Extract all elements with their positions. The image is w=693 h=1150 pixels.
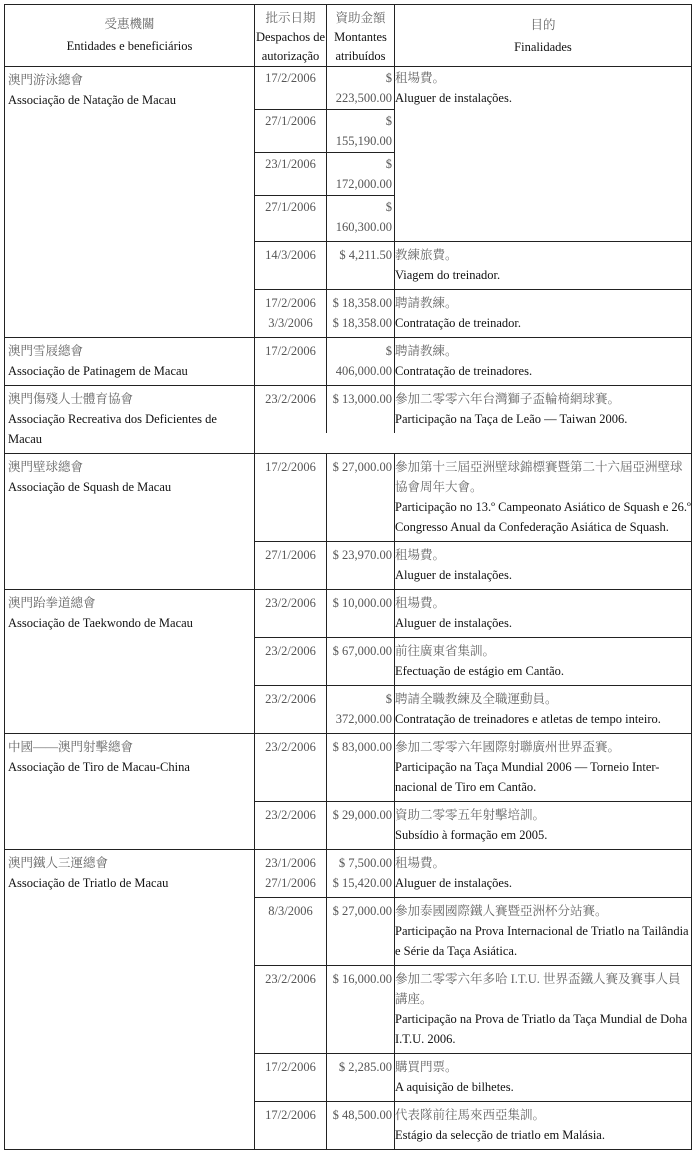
grant-entry bbox=[255, 338, 691, 385]
header-dates-zh: 批示日期 bbox=[265, 11, 316, 25]
authorization-date: 17/2/2006 bbox=[255, 290, 327, 313]
purpose-zh: 參加二零零六年多哈 I.T.U. 世界盃鐵人賽及賽事人員講座。 bbox=[395, 972, 681, 1006]
beneficiary-group bbox=[5, 338, 691, 386]
purpose-zh: 租場費。 bbox=[395, 856, 446, 870]
grant-purpose bbox=[395, 638, 691, 685]
header-entities-zh: 受惠機關 bbox=[104, 17, 155, 31]
beneficiary-group bbox=[5, 67, 691, 338]
grant-dates-amounts bbox=[255, 242, 395, 289]
beneficiary-cell bbox=[5, 454, 255, 589]
grant-entries bbox=[255, 590, 691, 733]
header-dates-pt1: Despachos de bbox=[255, 30, 326, 44]
date-amount-pair bbox=[255, 638, 395, 685]
grant-amount: $ 27,000.00 bbox=[327, 898, 395, 965]
date-amount-pair bbox=[255, 802, 395, 849]
grant-amount: $ 160,300.00 bbox=[327, 196, 395, 241]
header-amounts bbox=[327, 5, 395, 66]
header-purpose bbox=[395, 5, 691, 66]
beneficiary-group bbox=[5, 590, 691, 734]
purpose-pt: Efectuação de estágio em Cantão. bbox=[395, 664, 565, 678]
grant-purpose bbox=[395, 734, 691, 801]
purpose-zh: 租場費。 bbox=[395, 548, 446, 562]
purpose-zh: 代表隊前往馬來西亞集訓。 bbox=[395, 1108, 546, 1122]
authorization-date: 23/2/2006 bbox=[255, 966, 327, 1053]
grant-purpose bbox=[395, 850, 691, 897]
grant-amount: $ 155,190.00 bbox=[327, 110, 395, 152]
beneficiary-cell bbox=[5, 734, 255, 849]
purpose-pt: Participação na Prova de Triatlo da Taça Mundial de Doha I.T.U. 2006. bbox=[395, 1012, 688, 1046]
header-amounts-zh: 資助金額 bbox=[335, 11, 386, 25]
date-amount-pair bbox=[255, 196, 395, 241]
grant-purpose bbox=[395, 802, 691, 849]
date-amount-pair bbox=[255, 686, 395, 733]
grant-entry bbox=[255, 454, 691, 542]
date-amount-pair bbox=[255, 966, 395, 1053]
grant-entry bbox=[255, 590, 691, 638]
grant-amount: $ 406,000.00 bbox=[327, 338, 395, 385]
purpose-zh: 租場費。 bbox=[395, 596, 446, 610]
date-amount-pair bbox=[255, 386, 395, 433]
beneficiary-name-zh: 澳門傷殘人士體育協會 bbox=[8, 392, 134, 406]
grant-entry bbox=[255, 638, 691, 686]
grant-purpose bbox=[395, 338, 691, 385]
authorization-date: 14/3/2006 bbox=[255, 242, 327, 289]
purpose-pt: Participação na Taça Mundial 2006 — Torneio Inter-nacional de Tiro em Cantão. bbox=[395, 760, 660, 794]
authorization-date: 8/3/2006 bbox=[255, 898, 327, 965]
grant-dates-amounts bbox=[255, 850, 395, 897]
grant-dates-amounts bbox=[255, 338, 395, 385]
grant-amount: $ 27,000.00 bbox=[327, 454, 395, 541]
purpose-pt: Viagem do treinador. bbox=[395, 268, 501, 282]
beneficiary-name-zh: 澳門游泳總會 bbox=[8, 73, 84, 87]
grant-amount: $ 48,500.00 bbox=[327, 1102, 395, 1149]
authorization-date: 17/2/2006 bbox=[255, 338, 327, 385]
grant-amount: $ 15,420.00 bbox=[327, 873, 395, 897]
grant-entry bbox=[255, 67, 691, 242]
authorization-date: 23/2/2006 bbox=[255, 590, 327, 637]
grant-purpose bbox=[395, 386, 691, 433]
beneficiary-name-zh: 澳門鐵人三運總會 bbox=[8, 856, 109, 870]
date-amount-pair bbox=[255, 454, 395, 541]
beneficiary-name-pt: Associação de Natação de Macau bbox=[8, 93, 176, 107]
grant-entry bbox=[255, 242, 691, 290]
purpose-zh: 參加二零零六年台灣獅子盃輪椅網球賽。 bbox=[395, 392, 621, 406]
date-amount-pair bbox=[255, 1054, 395, 1101]
purpose-pt: Contratação de treinadores e atletas de tempo inteiro. bbox=[395, 712, 661, 726]
grant-entry bbox=[255, 386, 691, 433]
grant-purpose bbox=[395, 1054, 691, 1101]
beneficiary-name-pt: Associação de Triatlo de Macau bbox=[8, 876, 169, 890]
grant-dates-amounts bbox=[255, 290, 395, 337]
grant-entries bbox=[255, 734, 691, 849]
grant-purpose bbox=[395, 242, 691, 289]
grant-dates-amounts bbox=[255, 1102, 395, 1149]
grant-entry bbox=[255, 1054, 691, 1102]
grant-entry bbox=[255, 1102, 691, 1149]
grant-amount: $ 372,000.00 bbox=[327, 686, 395, 733]
table-body bbox=[5, 67, 691, 1150]
purpose-pt: A aquisição de bilhetes. bbox=[395, 1080, 514, 1094]
authorization-date: 27/1/2006 bbox=[255, 542, 327, 589]
beneficiary-name-pt: Associação de Taekwondo de Macau bbox=[8, 616, 193, 630]
beneficiary-name-zh: 中國——澳門射擊總會 bbox=[8, 740, 134, 754]
grant-entries bbox=[255, 386, 691, 453]
grant-purpose bbox=[395, 898, 691, 965]
beneficiary-group bbox=[5, 386, 691, 454]
grant-entry bbox=[255, 542, 691, 589]
grant-amount: $ 23,970.00 bbox=[327, 542, 395, 589]
purpose-zh: 聘請教練。 bbox=[395, 344, 458, 358]
authorization-date: 23/2/2006 bbox=[255, 386, 327, 433]
date-amount-pair bbox=[255, 734, 395, 801]
purpose-pt: Contratação de treinadores. bbox=[395, 364, 533, 378]
purpose-pt: Estágio da selecção de triatlo em Malásia. bbox=[395, 1128, 605, 1142]
subsidy-table bbox=[4, 4, 692, 1150]
grant-dates-amounts bbox=[255, 638, 395, 685]
authorization-date: 17/2/2006 bbox=[255, 1102, 327, 1149]
authorization-date: 27/1/2006 bbox=[255, 110, 327, 152]
beneficiary-name-pt: Associação de Patinagem de Macau bbox=[8, 364, 188, 378]
beneficiary-cell bbox=[5, 386, 255, 453]
grant-dates-amounts bbox=[255, 966, 395, 1053]
purpose-pt: Participação na Prova Internacional de Triatlo na Tailândia e Série da Taça Asiática. bbox=[395, 924, 689, 958]
grant-dates-amounts bbox=[255, 898, 395, 965]
grant-entry bbox=[255, 898, 691, 966]
authorization-date: 23/2/2006 bbox=[255, 734, 327, 801]
date-amount-pair bbox=[255, 338, 395, 385]
header-dates bbox=[255, 5, 327, 66]
grant-entry bbox=[255, 290, 691, 337]
grant-dates-amounts bbox=[255, 542, 395, 589]
beneficiary-name-pt: Associação de Squash de Macau bbox=[8, 480, 172, 494]
grant-dates-amounts bbox=[255, 386, 395, 433]
grant-dates-amounts bbox=[255, 1054, 395, 1101]
beneficiary-group bbox=[5, 734, 691, 850]
date-amount-pair bbox=[255, 1102, 395, 1149]
purpose-zh: 租場費。 bbox=[395, 71, 446, 85]
purpose-zh: 教練旅費。 bbox=[395, 248, 458, 262]
authorization-date: 3/3/2006 bbox=[255, 313, 327, 337]
date-amount-pair bbox=[255, 850, 395, 873]
authorization-date: 17/2/2006 bbox=[255, 67, 327, 109]
grant-amount: $ 83,000.00 bbox=[327, 734, 395, 801]
date-amount-pair bbox=[255, 153, 395, 196]
beneficiary-cell bbox=[5, 338, 255, 385]
purpose-zh: 聘請教練。 bbox=[395, 296, 458, 310]
grant-amount: $ 10,000.00 bbox=[327, 590, 395, 637]
beneficiary-cell bbox=[5, 590, 255, 733]
date-amount-pair bbox=[255, 898, 395, 965]
authorization-date: 23/2/2006 bbox=[255, 802, 327, 849]
grant-dates-amounts bbox=[255, 802, 395, 849]
purpose-pt: Aluguer de instalações. bbox=[395, 91, 512, 105]
grant-entries bbox=[255, 338, 691, 385]
beneficiary-name-zh: 澳門跆拳道總會 bbox=[8, 596, 96, 610]
grant-purpose bbox=[395, 590, 691, 637]
grant-dates-amounts bbox=[255, 590, 395, 637]
date-amount-pair bbox=[255, 313, 395, 337]
grant-dates-amounts bbox=[255, 454, 395, 541]
grant-dates-amounts bbox=[255, 686, 395, 733]
purpose-pt: Participação no 13.º Campeonato Asiático de Squash e 26.º Congresso Anual da Confederação Asiática de Squash. bbox=[395, 500, 691, 534]
header-dates-pt2: autorização bbox=[261, 49, 320, 63]
purpose-pt: Subsídio à formação em 2005. bbox=[395, 828, 548, 842]
grant-amount: $ 16,000.00 bbox=[327, 966, 395, 1053]
date-amount-pair bbox=[255, 290, 395, 313]
date-amount-pair bbox=[255, 110, 395, 153]
date-amount-pair bbox=[255, 873, 395, 897]
purpose-pt: Contratação de treinador. bbox=[395, 316, 521, 330]
purpose-pt: Aluguer de instalações. bbox=[395, 876, 512, 890]
grant-amount: $ 18,358.00 bbox=[327, 313, 395, 337]
date-amount-pair bbox=[255, 67, 395, 110]
beneficiary-group bbox=[5, 454, 691, 590]
header-purpose-pt: Finalidades bbox=[514, 39, 572, 54]
purpose-pt: Aluguer de instalações. bbox=[395, 568, 512, 582]
beneficiary-group bbox=[5, 850, 691, 1150]
grant-amount: $ 172,000.00 bbox=[327, 153, 395, 195]
grant-purpose bbox=[395, 686, 691, 733]
authorization-date: 27/1/2006 bbox=[255, 873, 327, 897]
grant-amount: $ 2,285.00 bbox=[327, 1054, 395, 1101]
beneficiary-name-pt: Associação Recreativa dos Deficientes de Macau bbox=[8, 412, 217, 446]
grant-entry bbox=[255, 686, 691, 733]
beneficiary-name-pt: Associação de Tiro de Macau-China bbox=[8, 760, 190, 774]
purpose-pt: Participação na Taça de Leão — Taiwan 2006. bbox=[395, 412, 628, 426]
purpose-pt: Aluguer de instalações. bbox=[395, 616, 512, 630]
authorization-date: 23/2/2006 bbox=[255, 638, 327, 685]
grant-amount: $ 7,500.00 bbox=[327, 850, 395, 873]
grant-purpose bbox=[395, 966, 691, 1053]
purpose-zh: 參加泰國國際鐵人賽暨亞洲杯分站賽。 bbox=[395, 904, 608, 918]
purpose-zh: 參加第十三屆亞洲壁球錦標賽暨第二十六屆亞洲壁球協會周年大會。 bbox=[395, 460, 683, 494]
grant-purpose bbox=[395, 454, 691, 541]
beneficiary-cell bbox=[5, 67, 255, 337]
authorization-date: 23/1/2006 bbox=[255, 850, 327, 873]
grant-purpose bbox=[395, 542, 691, 589]
grant-amount: $ 4,211.50 bbox=[327, 242, 395, 289]
grant-amount: $ 29,000.00 bbox=[327, 802, 395, 849]
authorization-date: 27/1/2006 bbox=[255, 196, 327, 241]
grant-entry bbox=[255, 850, 691, 898]
grant-entry bbox=[255, 966, 691, 1054]
purpose-zh: 資助二零零五年射擊培訓。 bbox=[395, 808, 546, 822]
header-entities-pt: Entidades e beneficiários bbox=[66, 39, 193, 53]
beneficiary-name-zh: 澳門壁球總會 bbox=[8, 460, 84, 474]
purpose-zh: 聘請全職教練及全職運動員。 bbox=[395, 692, 558, 706]
grant-purpose bbox=[395, 1102, 691, 1149]
grant-amount: $ 13,000.00 bbox=[327, 386, 395, 433]
grant-entries bbox=[255, 454, 691, 589]
date-amount-pair bbox=[255, 242, 395, 289]
authorization-date: 23/1/2006 bbox=[255, 153, 327, 195]
authorization-date: 17/2/2006 bbox=[255, 1054, 327, 1101]
grant-amount: $ 18,358.00 bbox=[327, 290, 395, 313]
header-amounts-pt1: Montantes bbox=[334, 30, 387, 44]
date-amount-pair bbox=[255, 590, 395, 637]
grant-amount: $ 223,500.00 bbox=[327, 67, 395, 109]
beneficiary-cell bbox=[5, 850, 255, 1149]
grant-entry bbox=[255, 802, 691, 849]
header-amounts-pt2: atribuídos bbox=[335, 49, 386, 63]
purpose-zh: 購買門票。 bbox=[395, 1060, 458, 1074]
header-purpose-zh: 目的 bbox=[530, 17, 556, 32]
beneficiary-name-zh: 澳門雪屐總會 bbox=[8, 344, 84, 358]
table-header bbox=[5, 5, 691, 67]
date-amount-pair bbox=[255, 542, 395, 589]
purpose-zh: 參加二零零六年國際射聯廣州世界盃賽。 bbox=[395, 740, 621, 754]
authorization-date: 23/2/2006 bbox=[255, 686, 327, 733]
grant-purpose bbox=[395, 290, 691, 337]
grant-entry bbox=[255, 734, 691, 802]
grant-amount: $ 67,000.00 bbox=[327, 638, 395, 685]
header-entities bbox=[5, 5, 255, 66]
grant-entries bbox=[255, 67, 691, 337]
grant-purpose bbox=[395, 67, 691, 241]
grant-dates-amounts bbox=[255, 67, 395, 241]
grant-dates-amounts bbox=[255, 734, 395, 801]
authorization-date: 17/2/2006 bbox=[255, 454, 327, 541]
purpose-zh: 前往廣東省集訓。 bbox=[395, 644, 496, 658]
grant-entries bbox=[255, 850, 691, 1149]
